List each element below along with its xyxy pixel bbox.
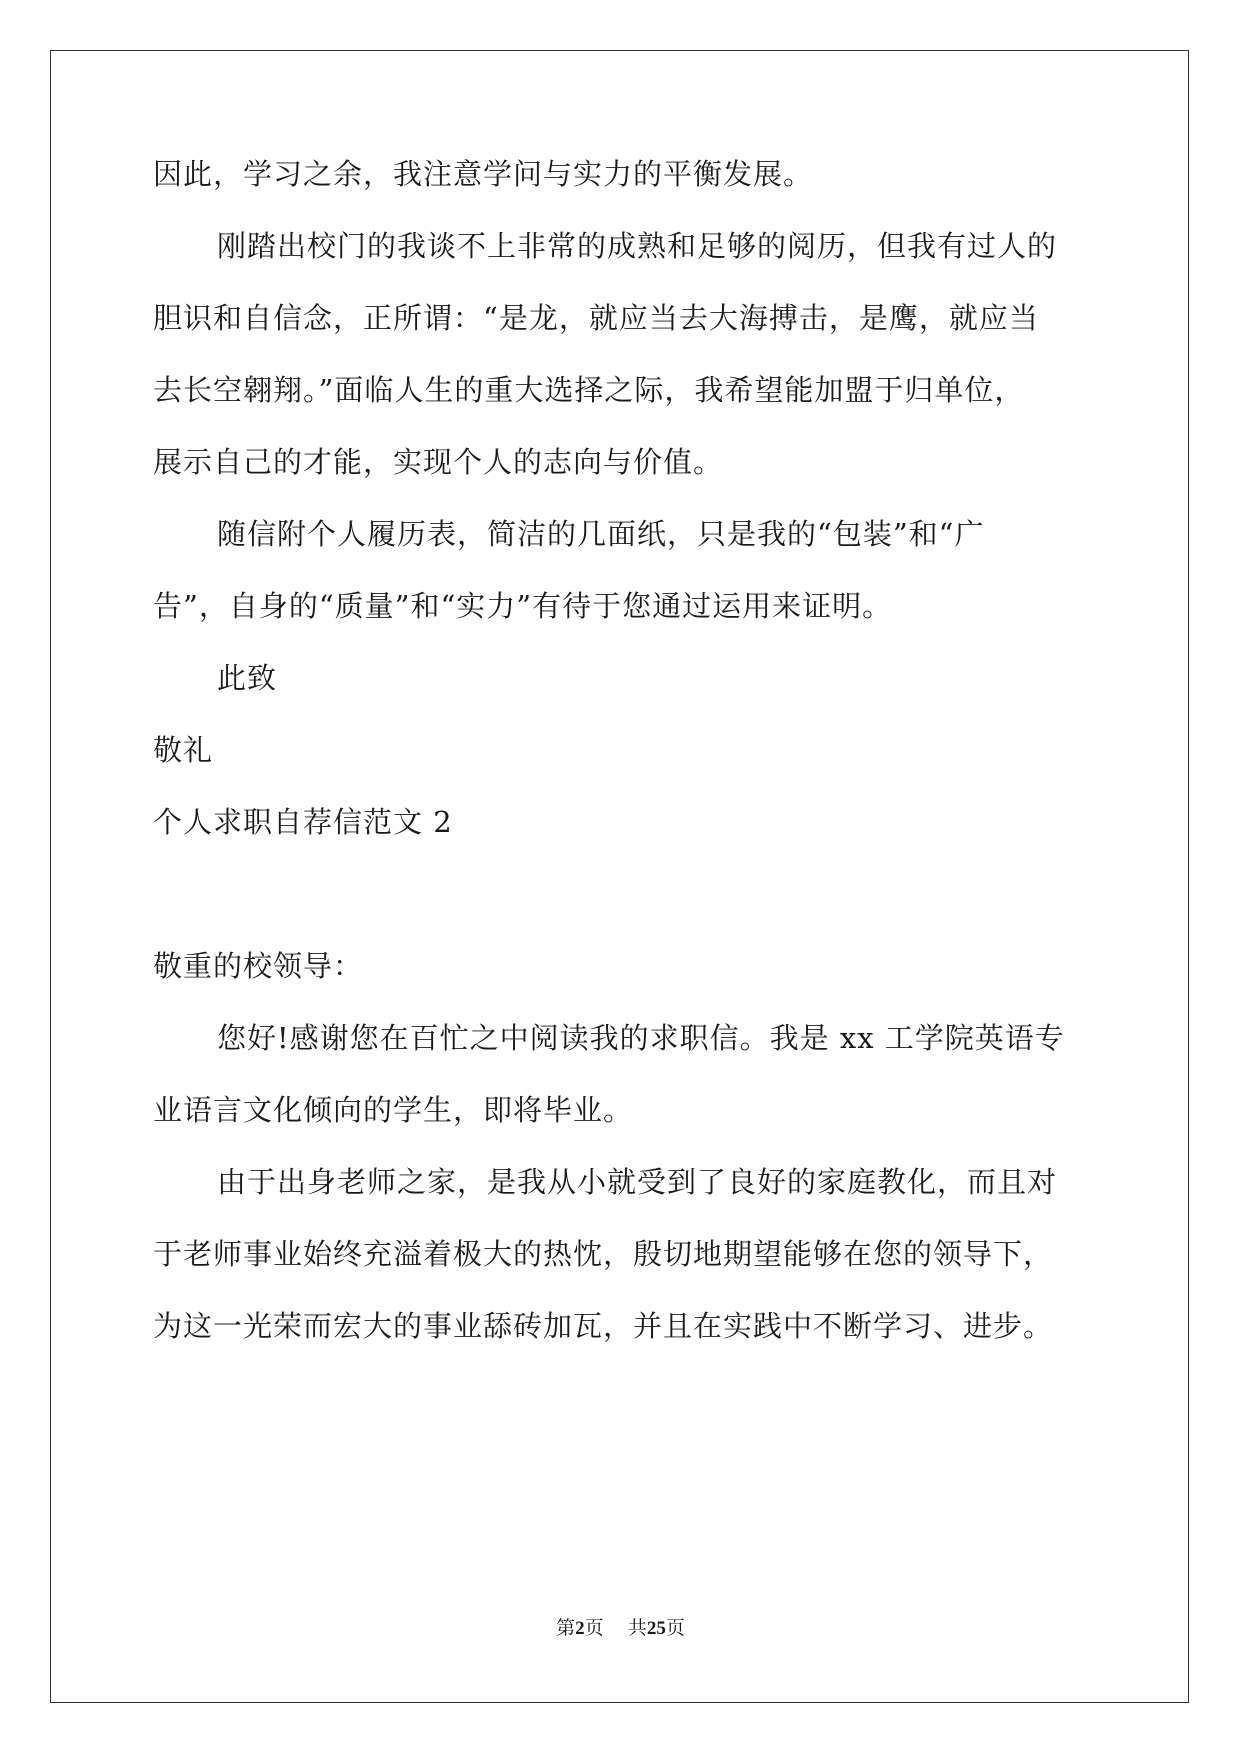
body-line-6: 随信附个人履历表，简洁的几面纸，只是我的“包装”和“广 — [217, 517, 985, 551]
section-title: 个人求职自荐信范文 2 — [153, 805, 453, 839]
body-line-9: 业语言文化倾向的学生，即将毕业。 — [153, 1093, 634, 1127]
total-suffix: 页 — [665, 1617, 685, 1639]
page-footer — [0, 1616, 1241, 1641]
body-line-11: 于老师事业始终充溢着极大的热忱，殷切地期望能够在您的领导下， — [153, 1237, 1054, 1271]
body-line-3: 胆识和自信念，正所谓：“是龙，就应当去大海搏击，是鹰，就应当 — [153, 301, 1039, 335]
body-line-5: 展示自己的才能，实现个人的志向与价值。 — [153, 445, 724, 479]
page-number: 2 — [575, 1618, 585, 1639]
body-line-1: 因此，学习之余，我注意学问与实力的平衡发展。 — [153, 157, 814, 191]
total-prefix: 共 — [627, 1617, 647, 1639]
body-line-2: 刚踏出校门的我谈不上非常的成熟和足够的阅历，但我有过人的 — [217, 229, 1058, 263]
total-pages: 25 — [646, 1618, 666, 1639]
body-line-8: 您好!感谢您在百忙之中阅读我的求职信。我是 xx 工学院英语专 — [217, 1021, 1065, 1055]
body-line-12: 为这一光荣而宏大的事业舔砖加瓦，并且在实践中不断学习、进步。 — [153, 1309, 1054, 1343]
letter-greeting: 敬重的校领导： — [153, 949, 364, 983]
body-line-4: 去长空翱翔。”面临人生的重大选择之际，我希望能加盟于归单位， — [153, 373, 1025, 407]
page-suffix: 页 — [584, 1617, 604, 1639]
body-line-7: 告”，自身的“质量”和“实力”有待于您通过运用来证明。 — [153, 589, 893, 623]
closing-regards: 敬礼 — [153, 733, 214, 767]
body-line-10: 由于出身老师之家，是我从小就受到了良好的家庭教化，而且对 — [217, 1165, 1058, 1199]
closing-salutation: 此致 — [217, 661, 278, 695]
page-prefix: 第 — [556, 1617, 576, 1639]
